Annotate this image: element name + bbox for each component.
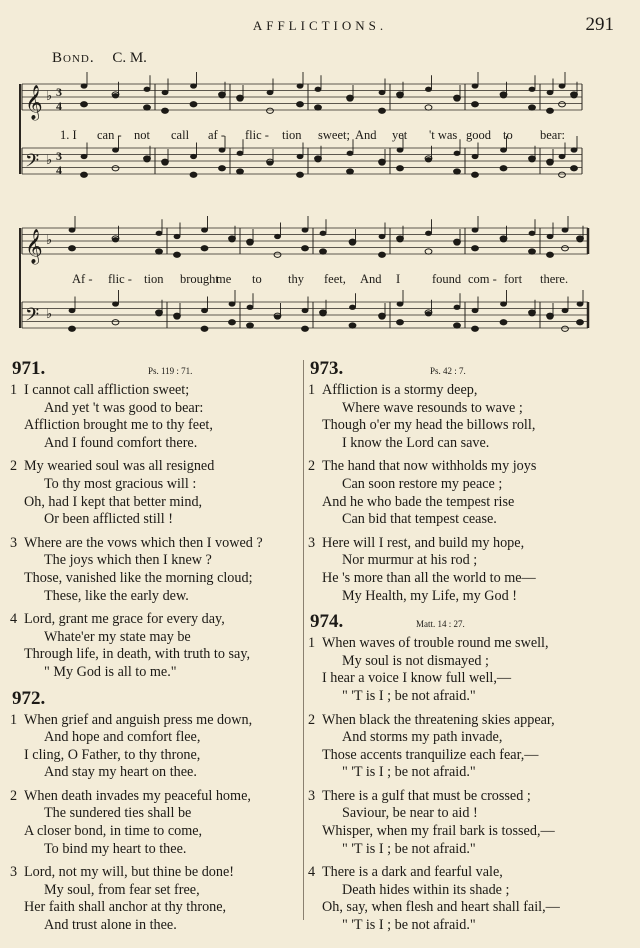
note-head bbox=[397, 166, 404, 171]
hymn-line: He 's more than all the world to me— bbox=[322, 569, 536, 586]
note-head bbox=[190, 83, 197, 88]
stanza bbox=[308, 788, 608, 858]
treble-clef: 𝄞 bbox=[25, 229, 43, 264]
note-head bbox=[379, 108, 386, 113]
note-head bbox=[454, 323, 461, 328]
note-head bbox=[425, 231, 432, 236]
hymn-line: Affliction brought me to thy feet, bbox=[24, 417, 213, 434]
lyric-syllable: fort bbox=[504, 272, 523, 286]
note-head bbox=[320, 310, 327, 315]
hymn-line bbox=[308, 535, 608, 553]
stanza-number: 1 bbox=[308, 635, 316, 652]
hymn-line: Whisper, when my frail bark is tossed,— bbox=[322, 823, 555, 840]
stanza bbox=[308, 712, 608, 782]
hymn-line: And he who bade the tempest rise bbox=[322, 493, 515, 510]
stanza-list bbox=[308, 382, 608, 605]
stanza bbox=[308, 864, 608, 934]
hymn-972 bbox=[10, 688, 302, 935]
hymn-line-text: Affliction is a stormy deep, bbox=[322, 382, 478, 398]
note-head bbox=[529, 156, 536, 161]
note-head bbox=[320, 249, 327, 254]
note-head bbox=[379, 159, 386, 164]
hymn-line: Though o'er my head the billows roll, bbox=[322, 417, 536, 434]
lyric-syllable: yet bbox=[392, 128, 408, 142]
hymn-line: Can soon restore my peace ; bbox=[342, 475, 503, 492]
note-head bbox=[559, 172, 566, 177]
stanza-number: 1 bbox=[10, 711, 18, 728]
note-head bbox=[349, 323, 356, 328]
note-head bbox=[397, 236, 404, 241]
note-head bbox=[219, 147, 226, 152]
lyric-syllable: And bbox=[355, 128, 377, 142]
stanza-number: 3 bbox=[308, 787, 316, 804]
note-head bbox=[547, 234, 554, 239]
note-head bbox=[315, 156, 322, 161]
note-head bbox=[577, 301, 584, 306]
note-head bbox=[472, 154, 479, 159]
hymn-number: 973. bbox=[310, 358, 344, 379]
right-column bbox=[308, 358, 608, 941]
lyric-syllable: tion bbox=[282, 128, 302, 142]
hymn-line-text: There is a gulf that must be crossed ; bbox=[322, 787, 531, 804]
note-head bbox=[454, 239, 461, 244]
note-head bbox=[162, 90, 169, 95]
lyric-syllable: call bbox=[171, 128, 190, 142]
note-head bbox=[297, 172, 304, 177]
stanza-number: 2 bbox=[10, 458, 18, 475]
bass-clef: 𝄢 bbox=[25, 151, 40, 176]
note-head bbox=[302, 326, 309, 331]
note-head bbox=[69, 246, 76, 251]
lyric-syllable: good bbox=[466, 128, 491, 142]
hymn-line: And yet 't was good to bear: bbox=[44, 399, 204, 416]
note-head bbox=[571, 166, 578, 171]
stanza-number: 1 bbox=[10, 382, 18, 398]
hymn-line-text: My wearied soul was all resigned bbox=[24, 458, 215, 475]
note-head bbox=[454, 305, 461, 310]
note-head bbox=[274, 234, 281, 239]
note-head bbox=[190, 172, 197, 177]
note-head bbox=[379, 313, 386, 318]
note-head bbox=[201, 326, 208, 331]
note-head bbox=[347, 169, 354, 174]
note-head bbox=[547, 108, 554, 113]
column-divider bbox=[303, 360, 304, 920]
hymn-line-text: The hand that now withholds my joys bbox=[322, 458, 537, 475]
stanza-list bbox=[308, 635, 608, 935]
note-head bbox=[454, 169, 461, 174]
hymn-number: 974. bbox=[310, 611, 344, 633]
hymn-line: And stay my heart on thee. bbox=[44, 764, 197, 781]
note-head bbox=[559, 83, 566, 88]
note-head bbox=[229, 236, 236, 241]
note-head bbox=[302, 227, 309, 232]
lyric-syllable: 't was bbox=[429, 128, 458, 142]
hymn-line-text: Here will I rest, and build my hope, bbox=[322, 534, 525, 551]
hymn-line bbox=[308, 864, 608, 882]
note-head bbox=[472, 172, 479, 177]
hymn-line bbox=[308, 788, 608, 806]
note-head bbox=[562, 246, 569, 251]
note-head bbox=[577, 320, 584, 325]
note-head bbox=[201, 246, 208, 251]
note-head bbox=[571, 147, 578, 152]
hymn-line-text: Where are the vows which then I vowed ? bbox=[24, 534, 263, 551]
lyric-syllable: Af - bbox=[72, 272, 93, 286]
lyric-syllable: com - bbox=[468, 272, 497, 286]
hymn-line bbox=[10, 864, 302, 882]
hymn-line bbox=[308, 712, 608, 730]
tune-name: Bond. bbox=[52, 50, 95, 66]
stanza-list bbox=[10, 382, 302, 682]
note-head bbox=[112, 147, 119, 152]
stanza bbox=[10, 788, 302, 858]
hymn-line-text: When death invades my peaceful home, bbox=[24, 787, 251, 804]
note-head bbox=[472, 246, 479, 251]
hymn-line: Can bid that tempest cease. bbox=[342, 511, 497, 528]
stanza-number: 3 bbox=[308, 534, 316, 551]
note-head bbox=[472, 326, 479, 331]
hymn-line: " 'T is I ; be not afraid." bbox=[342, 840, 476, 857]
hymn-line: To bind my heart to thee. bbox=[44, 840, 187, 857]
hymn-line: My soul is not dismayed ; bbox=[342, 652, 490, 669]
note-head bbox=[562, 326, 569, 331]
note-head bbox=[529, 310, 536, 315]
note-head bbox=[302, 246, 309, 251]
lyric-syllable: af - bbox=[208, 128, 225, 142]
hymn-line-text: When waves of trouble round me swell, bbox=[322, 635, 549, 652]
hymn-line: And trust alone in thee. bbox=[44, 917, 177, 934]
time-signature-top: 3 bbox=[56, 85, 62, 99]
note-head bbox=[547, 313, 554, 318]
stanza bbox=[308, 382, 608, 452]
note-head bbox=[81, 172, 88, 177]
note-head bbox=[297, 102, 304, 107]
hymn-line-text: When grief and anguish press me down, bbox=[24, 711, 253, 728]
hymn-number: 971. bbox=[12, 358, 46, 379]
note-head bbox=[69, 326, 76, 331]
hymn-971 bbox=[10, 358, 302, 682]
stanza-number: 4 bbox=[10, 611, 18, 628]
note-head bbox=[190, 102, 197, 107]
note-head bbox=[559, 102, 566, 107]
hymn-line: My soul, from fear set free, bbox=[44, 881, 200, 898]
hymn-line: And I found comfort there. bbox=[44, 434, 198, 451]
note-head bbox=[472, 308, 479, 313]
hymn-line: " 'T is I ; be not afraid." bbox=[342, 687, 476, 704]
hymn-line-text: Lord, grant me grace for every day, bbox=[24, 611, 225, 628]
note-head bbox=[472, 102, 479, 107]
hymn-line: Oh, say, when flesh and heart shall fail,— bbox=[322, 899, 560, 916]
key-signature-flat: ♭ bbox=[46, 89, 53, 104]
note-head bbox=[500, 301, 507, 306]
hymn-line: Saviour, be near to aid ! bbox=[342, 805, 478, 822]
note-head bbox=[112, 301, 119, 306]
note-head bbox=[529, 105, 536, 110]
hymn-line: The sundered ties shall be bbox=[44, 805, 192, 822]
lyric-syllable: 1. I bbox=[60, 128, 77, 142]
hymn-line bbox=[10, 535, 302, 553]
time-signature-bottom: 4 bbox=[56, 99, 62, 113]
hymn-line bbox=[308, 458, 608, 476]
note-head bbox=[229, 320, 236, 325]
lyric-syllable: feet, bbox=[324, 272, 346, 286]
note-head bbox=[237, 95, 244, 100]
key-signature-flat: ♭ bbox=[46, 233, 53, 248]
note-head bbox=[500, 236, 507, 241]
hymn-line: And hope and comfort flee, bbox=[44, 729, 201, 746]
hymn-line: A closer bond, in time to come, bbox=[24, 823, 203, 840]
stanza-number: 3 bbox=[10, 864, 18, 881]
lyric-syllable: not bbox=[134, 128, 150, 142]
note-head bbox=[472, 83, 479, 88]
time-signature-bottom: 4 bbox=[56, 163, 62, 177]
lyric-syllable: tion bbox=[144, 272, 164, 286]
note-head bbox=[297, 154, 304, 159]
note-head bbox=[69, 308, 76, 313]
note-head bbox=[379, 234, 386, 239]
music-score bbox=[0, 0, 640, 360]
note-head bbox=[547, 159, 554, 164]
hymn-line bbox=[308, 635, 608, 653]
note-head bbox=[559, 154, 566, 159]
stanza-list bbox=[10, 712, 302, 935]
left-column bbox=[10, 358, 302, 941]
hymn-line: Those accents tranquilize each fear,— bbox=[322, 746, 539, 763]
note-head bbox=[347, 151, 354, 156]
hymn-line: Whate'er my state may be bbox=[44, 628, 191, 645]
hymn-line bbox=[10, 712, 302, 730]
lyric-syllable: thy bbox=[288, 272, 304, 286]
note-head bbox=[112, 320, 119, 325]
scripture-reference: Ps. 119 : 71. bbox=[148, 366, 193, 376]
note-head bbox=[349, 305, 356, 310]
note-head bbox=[529, 249, 536, 254]
note-head bbox=[174, 313, 181, 318]
lyric-syllable: to bbox=[503, 128, 513, 142]
note-head bbox=[201, 308, 208, 313]
note-head bbox=[267, 90, 274, 95]
note-head bbox=[156, 249, 163, 254]
stanza-number: 1 bbox=[308, 382, 316, 398]
hymn-line: " My God is all to me." bbox=[44, 663, 177, 680]
tune-meter: C. M. bbox=[112, 50, 147, 66]
note-head bbox=[500, 320, 507, 325]
hymn-line bbox=[10, 611, 302, 629]
stanza-number: 4 bbox=[308, 864, 316, 881]
running-title: AFFLICTIONS. bbox=[252, 18, 388, 33]
stanza-number: 3 bbox=[10, 534, 18, 551]
note-head bbox=[162, 108, 169, 113]
hymn-number: 972. bbox=[12, 687, 46, 709]
stanza-number: 2 bbox=[10, 787, 18, 804]
note-head bbox=[190, 154, 197, 159]
note-head bbox=[267, 108, 274, 113]
note-head bbox=[349, 239, 356, 244]
note-head bbox=[571, 92, 578, 97]
note-head bbox=[529, 87, 536, 92]
lyric-syllable: bear: bbox=[540, 128, 565, 142]
hymn-line bbox=[10, 788, 302, 806]
stanza-number: 2 bbox=[308, 458, 316, 475]
hymn-line: Or been afflicted still ! bbox=[44, 511, 173, 528]
hymn-line: My Health, my Life, my God ! bbox=[342, 587, 517, 604]
note-head bbox=[247, 239, 254, 244]
note-head bbox=[379, 90, 386, 95]
note-head bbox=[156, 310, 163, 315]
note-head bbox=[425, 249, 432, 254]
hymn-line: I know the Lord can save. bbox=[342, 434, 490, 451]
stanza bbox=[10, 458, 302, 528]
hymn-line-text: When black the threatening skies appear, bbox=[322, 711, 555, 728]
stanza bbox=[10, 535, 302, 605]
lyric-syllable: found bbox=[432, 272, 462, 286]
note-head bbox=[219, 166, 226, 171]
hymn-line: Oh, had I kept that better mind, bbox=[24, 493, 203, 510]
lyric-syllable: flic - bbox=[108, 272, 132, 286]
stanza bbox=[10, 382, 302, 452]
note-head bbox=[562, 227, 569, 232]
note-head bbox=[397, 301, 404, 306]
hymn-line-text: I cannot call affliction sweet; bbox=[24, 382, 190, 398]
note-head bbox=[529, 231, 536, 236]
note-head bbox=[547, 252, 554, 257]
hymn-line: I cling, O Father, to thy throne, bbox=[24, 746, 201, 763]
hymn-line: To thy most gracious will : bbox=[44, 475, 197, 492]
hymn-line: I hear a voice I know full well,— bbox=[322, 670, 512, 687]
note-head bbox=[247, 323, 254, 328]
note-head bbox=[229, 301, 236, 306]
note-head bbox=[297, 83, 304, 88]
note-head bbox=[162, 159, 169, 164]
note-head bbox=[397, 92, 404, 97]
note-head bbox=[320, 231, 327, 236]
note-head bbox=[156, 231, 163, 236]
lyric-syllable: me bbox=[216, 272, 232, 286]
note-head bbox=[315, 87, 322, 92]
note-head bbox=[379, 252, 386, 257]
hymn-line bbox=[10, 458, 302, 476]
stanza bbox=[10, 712, 302, 782]
page-number: 291 bbox=[585, 14, 614, 35]
hymn-line: Nor murmur at his rod ; bbox=[342, 552, 478, 569]
hymn-line bbox=[10, 382, 302, 400]
hymn-line: Her faith shall anchor at thy throne, bbox=[24, 899, 227, 916]
note-head bbox=[174, 252, 181, 257]
lyric-syllable: And bbox=[360, 272, 382, 286]
note-head bbox=[274, 252, 281, 257]
hymn-973 bbox=[308, 358, 608, 605]
note-head bbox=[69, 227, 76, 232]
hymn-line: And storms my path invade, bbox=[342, 729, 503, 746]
note-head bbox=[425, 87, 432, 92]
stanza-number: 2 bbox=[308, 711, 316, 728]
hymn-line: Those, vanished like the morning cloud; bbox=[24, 569, 253, 586]
note-head bbox=[174, 234, 181, 239]
note-head bbox=[500, 147, 507, 152]
hymn-line: These, like the early dew. bbox=[44, 587, 189, 604]
note-head bbox=[547, 90, 554, 95]
note-head bbox=[237, 151, 244, 156]
note-head bbox=[454, 151, 461, 156]
hymn-line: Death hides within its shade ; bbox=[342, 881, 510, 898]
note-head bbox=[81, 83, 88, 88]
hymn-line: Through life, in death, with truth to say, bbox=[24, 646, 251, 663]
note-head bbox=[347, 95, 354, 100]
hymn-line: Where wave resounds to wave ; bbox=[342, 399, 523, 416]
note-head bbox=[237, 169, 244, 174]
lyric-syllable: there. bbox=[540, 272, 569, 286]
lyric-syllable: flic - bbox=[245, 128, 269, 142]
stanza bbox=[308, 458, 608, 528]
treble-clef: 𝄞 bbox=[25, 85, 43, 120]
key-signature-flat: ♭ bbox=[46, 307, 53, 322]
note-head bbox=[397, 147, 404, 152]
lyric-syllable: brought bbox=[180, 272, 219, 286]
lyric-syllable: can - bbox=[97, 128, 122, 142]
lyric-syllable: to bbox=[252, 272, 262, 286]
key-signature-flat: ♭ bbox=[46, 153, 53, 168]
note-head bbox=[577, 236, 584, 241]
time-signature-top: 3 bbox=[56, 149, 62, 163]
hymn-line: The joys which then I knew ? bbox=[44, 552, 212, 569]
stanza bbox=[308, 635, 608, 705]
note-head bbox=[562, 308, 569, 313]
note-head bbox=[302, 308, 309, 313]
stanza bbox=[308, 535, 608, 605]
lyric-syllable: I bbox=[396, 272, 401, 286]
note-head bbox=[247, 305, 254, 310]
stanza bbox=[10, 611, 302, 681]
hymn-line: " 'T is I ; be not afraid." bbox=[342, 917, 476, 934]
note-head bbox=[472, 227, 479, 232]
scripture-reference: Ps. 42 : 7. bbox=[430, 366, 466, 376]
hymn-974 bbox=[308, 611, 608, 935]
note-head bbox=[500, 92, 507, 97]
note-head bbox=[397, 320, 404, 325]
note-head bbox=[144, 105, 151, 110]
note-head bbox=[81, 154, 88, 159]
hymn-line: " 'T is I ; be not afraid." bbox=[342, 764, 476, 781]
note-head bbox=[315, 105, 322, 110]
hymn-line-text: There is a dark and fearful vale, bbox=[322, 864, 503, 881]
note-head bbox=[219, 92, 226, 97]
note-head bbox=[144, 87, 151, 92]
note-head bbox=[112, 166, 119, 171]
note-head bbox=[425, 105, 432, 110]
stanza bbox=[10, 864, 302, 934]
note-head bbox=[144, 156, 151, 161]
hymn-line bbox=[308, 382, 608, 400]
note-head bbox=[201, 227, 208, 232]
bass-clef: 𝄢 bbox=[25, 305, 40, 330]
scripture-reference: Matt. 14 : 27. bbox=[416, 619, 465, 630]
note-head bbox=[500, 166, 507, 171]
note-head bbox=[81, 102, 88, 107]
lyric-syllable: sweet; bbox=[318, 128, 350, 142]
hymn-line-text: Lord, not my will, but thine be done! bbox=[24, 864, 235, 881]
note-head bbox=[454, 95, 461, 100]
